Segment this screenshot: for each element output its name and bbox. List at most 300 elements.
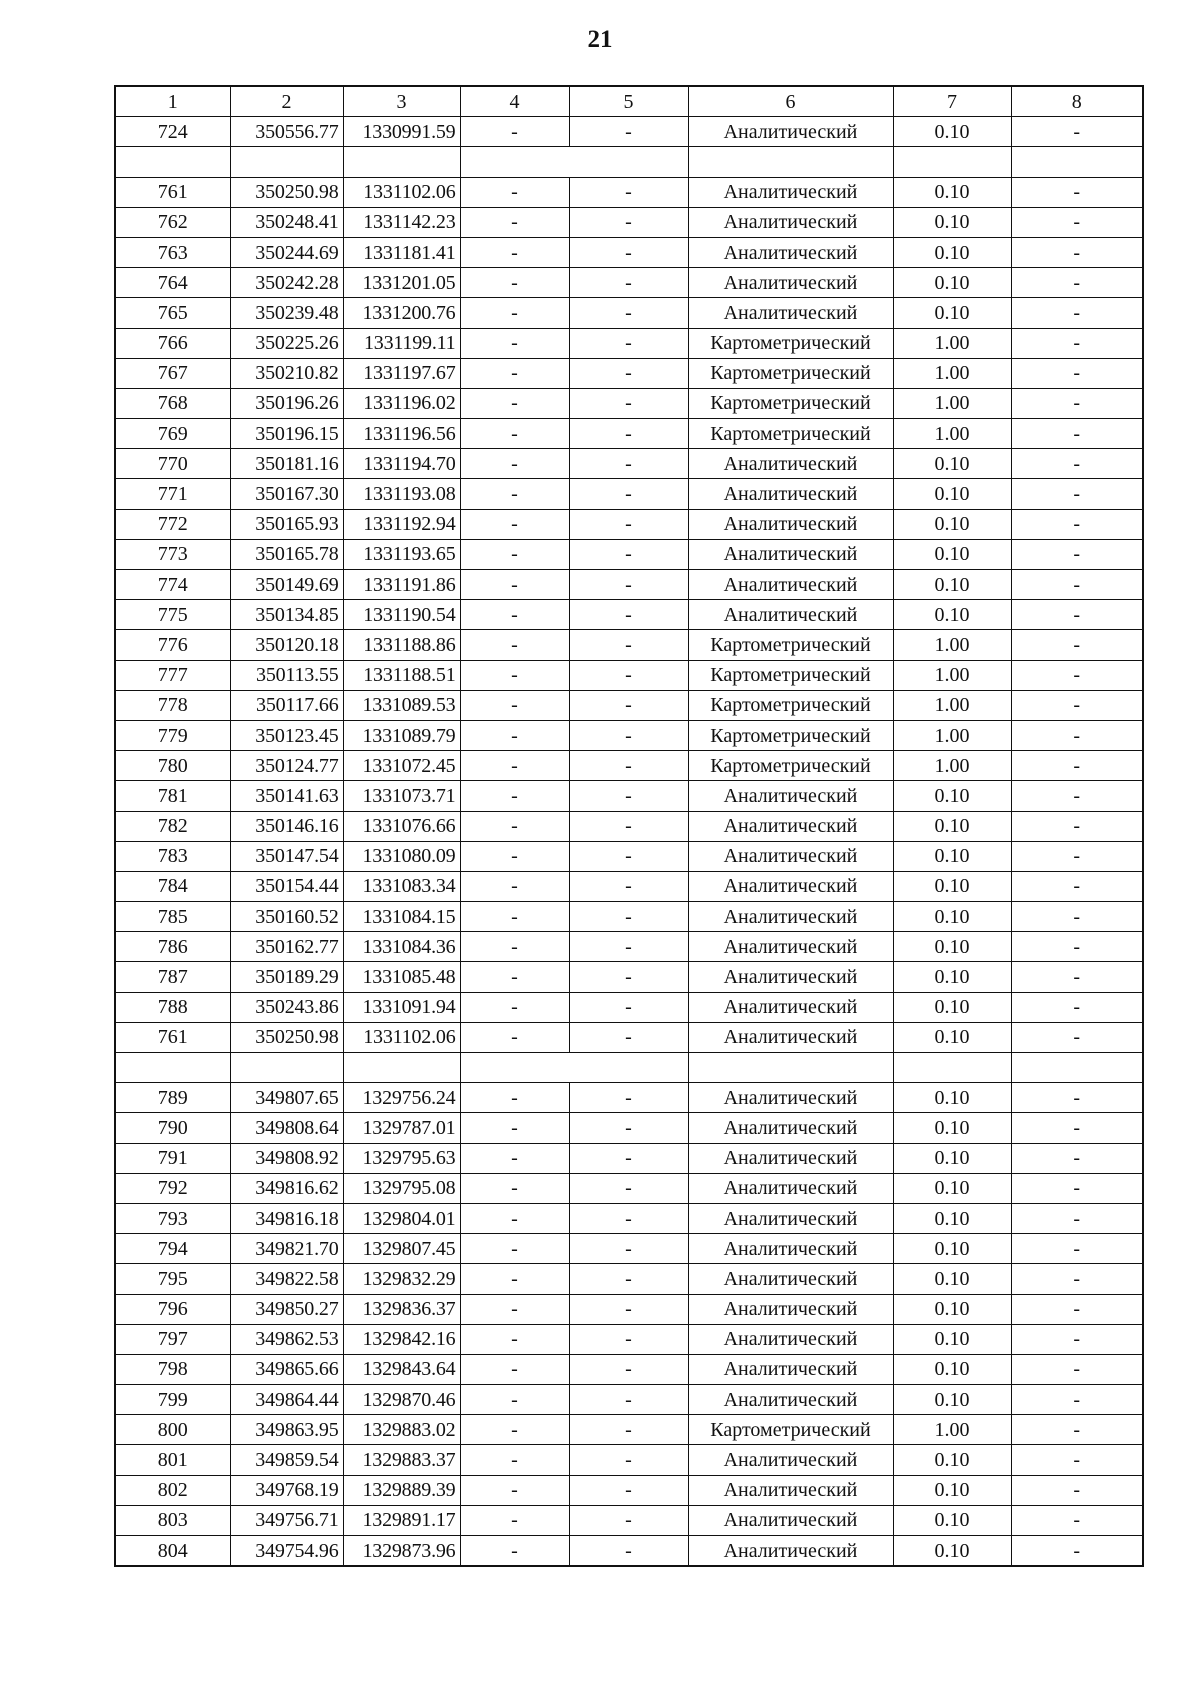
accuracy-cell: 0.10 — [893, 1354, 1011, 1384]
table-row — [115, 539, 1143, 569]
accuracy-cell: 1.00 — [893, 660, 1011, 690]
column-4-cell: - — [460, 237, 569, 267]
column-5-cell: - — [569, 358, 688, 388]
point-number-cell: 761 — [115, 1022, 230, 1052]
accuracy-cell: 1.00 — [893, 328, 1011, 358]
method-cell: Аналитический — [688, 871, 893, 901]
table-row — [115, 962, 1143, 992]
column-5-cell: - — [569, 781, 688, 811]
accuracy-cell: 0.10 — [893, 1294, 1011, 1324]
y-coordinate-cell: 1329832.29 — [343, 1264, 460, 1294]
point-number-cell: 788 — [115, 992, 230, 1022]
column-4-cell: - — [460, 1203, 569, 1233]
y-coordinate-cell: 1331089.53 — [343, 690, 460, 720]
table-row — [115, 630, 1143, 660]
method-cell: Картометрический — [688, 690, 893, 720]
column-5-cell: - — [569, 1354, 688, 1384]
accuracy-cell: 0.10 — [893, 932, 1011, 962]
point-number-cell: 789 — [115, 1083, 230, 1113]
point-number-cell: 765 — [115, 298, 230, 328]
table-row — [115, 449, 1143, 479]
x-coordinate-cell: 350154.44 — [230, 871, 343, 901]
y-coordinate-cell: 1331196.02 — [343, 388, 460, 418]
point-number-cell: 782 — [115, 811, 230, 841]
point-number-cell: 780 — [115, 751, 230, 781]
column-4-cell: - — [460, 690, 569, 720]
method-cell: Аналитический — [688, 1113, 893, 1143]
column-8-cell: - — [1011, 570, 1143, 600]
empty-cell — [688, 147, 893, 177]
y-coordinate-cell: 1329836.37 — [343, 1294, 460, 1324]
x-coordinate-cell: 349864.44 — [230, 1385, 343, 1415]
x-coordinate-cell: 350225.26 — [230, 328, 343, 358]
column-8-cell: - — [1011, 1113, 1143, 1143]
empty-cell — [1011, 1053, 1143, 1083]
accuracy-cell: 0.10 — [893, 207, 1011, 237]
empty-cell — [343, 1053, 460, 1083]
x-coordinate-cell: 350146.16 — [230, 811, 343, 841]
x-coordinate-cell: 350120.18 — [230, 630, 343, 660]
column-5-cell: - — [569, 600, 688, 630]
column-8-cell: - — [1011, 539, 1143, 569]
table-row — [115, 1264, 1143, 1294]
x-coordinate-cell: 350141.63 — [230, 781, 343, 811]
method-cell: Аналитический — [688, 992, 893, 1022]
column-8-cell: - — [1011, 1324, 1143, 1354]
point-number-cell: 793 — [115, 1203, 230, 1233]
column-4-cell: - — [460, 1264, 569, 1294]
y-coordinate-cell: 1329804.01 — [343, 1203, 460, 1233]
column-4-cell: - — [460, 932, 569, 962]
column-4-cell: - — [460, 841, 569, 871]
x-coordinate-cell: 350167.30 — [230, 479, 343, 509]
accuracy-cell: 0.10 — [893, 1445, 1011, 1475]
column-5-cell: - — [569, 660, 688, 690]
column-8-cell: - — [1011, 690, 1143, 720]
x-coordinate-cell: 350134.85 — [230, 600, 343, 630]
point-number-cell: 768 — [115, 388, 230, 418]
point-number-cell: 778 — [115, 690, 230, 720]
accuracy-cell: 0.10 — [893, 237, 1011, 267]
accuracy-cell: 0.10 — [893, 600, 1011, 630]
x-coordinate-cell: 349807.65 — [230, 1083, 343, 1113]
table-row — [115, 237, 1143, 267]
column-8-cell: - — [1011, 1264, 1143, 1294]
y-coordinate-cell: 1329891.17 — [343, 1505, 460, 1535]
method-cell: Аналитический — [688, 1445, 893, 1475]
method-cell: Аналитический — [688, 1354, 893, 1384]
accuracy-cell: 1.00 — [893, 690, 1011, 720]
column-5-cell: - — [569, 298, 688, 328]
column-5-cell: - — [569, 690, 688, 720]
table-row — [115, 570, 1143, 600]
x-coordinate-cell: 350250.98 — [230, 177, 343, 207]
accuracy-cell: 1.00 — [893, 751, 1011, 781]
table-row — [115, 1445, 1143, 1475]
accuracy-cell: 0.10 — [893, 268, 1011, 298]
column-4-cell: - — [460, 1475, 569, 1505]
column-4-cell: - — [460, 1385, 569, 1415]
point-number-cell: 770 — [115, 449, 230, 479]
column-4-cell: - — [460, 1505, 569, 1535]
column-8-cell: - — [1011, 509, 1143, 539]
table-row — [115, 690, 1143, 720]
point-number-cell: 779 — [115, 720, 230, 750]
column-8-cell: - — [1011, 751, 1143, 781]
y-coordinate-cell: 1331197.67 — [343, 358, 460, 388]
method-cell: Аналитический — [688, 509, 893, 539]
column-4-cell: - — [460, 1536, 569, 1567]
column-4-cell: - — [460, 630, 569, 660]
point-number-cell: 787 — [115, 962, 230, 992]
column-5-cell: - — [569, 871, 688, 901]
method-cell: Аналитический — [688, 1143, 893, 1173]
column-5-cell: - — [569, 1022, 688, 1052]
method-cell: Аналитический — [688, 298, 893, 328]
point-number-cell: 784 — [115, 871, 230, 901]
point-number-cell: 801 — [115, 1445, 230, 1475]
point-number-cell: 766 — [115, 328, 230, 358]
coordinates-table — [114, 85, 1144, 1567]
table-row — [115, 1022, 1143, 1052]
column-4-cell: - — [460, 871, 569, 901]
method-cell: Картометрический — [688, 358, 893, 388]
column-4-cell: - — [460, 1173, 569, 1203]
column-5-cell: - — [569, 902, 688, 932]
y-coordinate-cell: 1329843.64 — [343, 1354, 460, 1384]
column-8-cell: - — [1011, 600, 1143, 630]
table-separator-row — [115, 147, 1143, 177]
method-cell: Аналитический — [688, 1324, 893, 1354]
column-8-cell: - — [1011, 871, 1143, 901]
method-cell: Аналитический — [688, 781, 893, 811]
column-4-cell: - — [460, 1445, 569, 1475]
y-coordinate-cell: 1329883.02 — [343, 1415, 460, 1445]
y-coordinate-cell: 1331085.48 — [343, 962, 460, 992]
column-8-cell: - — [1011, 841, 1143, 871]
accuracy-cell: 0.10 — [893, 841, 1011, 871]
column-5-cell: - — [569, 479, 688, 509]
point-number-cell: 802 — [115, 1475, 230, 1505]
accuracy-cell: 0.10 — [893, 1203, 1011, 1233]
method-cell: Аналитический — [688, 1294, 893, 1324]
column-8-cell: - — [1011, 237, 1143, 267]
table-row — [115, 811, 1143, 841]
empty-cell — [343, 147, 460, 177]
column-5-cell: - — [569, 177, 688, 207]
table-row — [115, 117, 1143, 147]
method-cell: Аналитический — [688, 1385, 893, 1415]
y-coordinate-cell: 1331102.06 — [343, 1022, 460, 1052]
column-4-cell: - — [460, 419, 569, 449]
column-4-cell: - — [460, 1234, 569, 1264]
column-4-cell: - — [460, 1113, 569, 1143]
empty-cell — [569, 1053, 688, 1083]
column-5-cell: - — [569, 1264, 688, 1294]
column-5-cell: - — [569, 841, 688, 871]
y-coordinate-cell: 1329842.16 — [343, 1324, 460, 1354]
x-coordinate-cell: 350196.26 — [230, 388, 343, 418]
x-coordinate-cell: 350162.77 — [230, 932, 343, 962]
accuracy-cell: 0.10 — [893, 298, 1011, 328]
header-cell: 4 — [460, 86, 569, 117]
accuracy-cell: 0.10 — [893, 539, 1011, 569]
x-coordinate-cell: 350196.15 — [230, 419, 343, 449]
column-5-cell: - — [569, 1113, 688, 1143]
y-coordinate-cell: 1331102.06 — [343, 177, 460, 207]
method-cell: Аналитический — [688, 570, 893, 600]
column-5-cell: - — [569, 268, 688, 298]
point-number-cell: 769 — [115, 419, 230, 449]
method-cell: Аналитический — [688, 268, 893, 298]
column-4-cell: - — [460, 720, 569, 750]
column-4-cell: - — [460, 600, 569, 630]
point-number-cell: 798 — [115, 1354, 230, 1384]
method-cell: Аналитический — [688, 811, 893, 841]
column-8-cell: - — [1011, 1415, 1143, 1445]
y-coordinate-cell: 1331181.41 — [343, 237, 460, 267]
column-8-cell: - — [1011, 298, 1143, 328]
accuracy-cell: 0.10 — [893, 1536, 1011, 1567]
header-cell: 8 — [1011, 86, 1143, 117]
point-number-cell: 790 — [115, 1113, 230, 1143]
accuracy-cell: 0.10 — [893, 177, 1011, 207]
y-coordinate-cell: 1329807.45 — [343, 1234, 460, 1264]
column-4-cell: - — [460, 660, 569, 690]
y-coordinate-cell: 1331084.15 — [343, 902, 460, 932]
column-8-cell: - — [1011, 117, 1143, 147]
x-coordinate-cell: 350244.69 — [230, 237, 343, 267]
column-8-cell: - — [1011, 177, 1143, 207]
y-coordinate-cell: 1329756.24 — [343, 1083, 460, 1113]
column-4-cell: - — [460, 328, 569, 358]
accuracy-cell: 0.10 — [893, 1022, 1011, 1052]
column-4-cell: - — [460, 1143, 569, 1173]
table-row — [115, 1113, 1143, 1143]
header-cell: 5 — [569, 86, 688, 117]
method-cell: Аналитический — [688, 1505, 893, 1535]
y-coordinate-cell: 1329889.39 — [343, 1475, 460, 1505]
column-8-cell: - — [1011, 207, 1143, 237]
header-cell: 3 — [343, 86, 460, 117]
column-5-cell: - — [569, 962, 688, 992]
column-5-cell: - — [569, 539, 688, 569]
table-body — [115, 117, 1143, 1567]
method-cell: Аналитический — [688, 539, 893, 569]
x-coordinate-cell: 349821.70 — [230, 1234, 343, 1264]
column-8-cell: - — [1011, 1234, 1143, 1264]
column-8-cell: - — [1011, 660, 1143, 690]
column-8-cell: - — [1011, 268, 1143, 298]
column-4-cell: - — [460, 962, 569, 992]
method-cell: Аналитический — [688, 177, 893, 207]
table-row — [115, 509, 1143, 539]
accuracy-cell: 1.00 — [893, 358, 1011, 388]
method-cell: Аналитический — [688, 902, 893, 932]
column-5-cell: - — [569, 207, 688, 237]
x-coordinate-cell: 349816.18 — [230, 1203, 343, 1233]
y-coordinate-cell: 1331083.34 — [343, 871, 460, 901]
method-cell: Картометрический — [688, 328, 893, 358]
y-coordinate-cell: 1331188.86 — [343, 630, 460, 660]
empty-cell — [115, 1053, 230, 1083]
y-coordinate-cell: 1329870.46 — [343, 1385, 460, 1415]
column-8-cell: - — [1011, 781, 1143, 811]
method-cell: Аналитический — [688, 932, 893, 962]
method-cell: Картометрический — [688, 388, 893, 418]
x-coordinate-cell: 350113.55 — [230, 660, 343, 690]
column-5-cell: - — [569, 1324, 688, 1354]
column-8-cell: - — [1011, 358, 1143, 388]
column-4-cell: - — [460, 388, 569, 418]
x-coordinate-cell: 350160.52 — [230, 902, 343, 932]
point-number-cell: 724 — [115, 117, 230, 147]
point-number-cell: 777 — [115, 660, 230, 690]
table-row — [115, 720, 1143, 750]
empty-cell — [230, 1053, 343, 1083]
point-number-cell: 797 — [115, 1324, 230, 1354]
x-coordinate-cell: 350243.86 — [230, 992, 343, 1022]
accuracy-cell: 0.10 — [893, 1173, 1011, 1203]
accuracy-cell: 0.10 — [893, 1385, 1011, 1415]
accuracy-cell: 1.00 — [893, 1415, 1011, 1445]
column-8-cell: - — [1011, 1143, 1143, 1173]
column-5-cell: - — [569, 751, 688, 781]
table-row — [115, 1415, 1143, 1445]
column-8-cell: - — [1011, 1083, 1143, 1113]
column-5-cell: - — [569, 509, 688, 539]
column-4-cell: - — [460, 268, 569, 298]
x-coordinate-cell: 350165.93 — [230, 509, 343, 539]
accuracy-cell: 1.00 — [893, 388, 1011, 418]
table-header-row — [115, 86, 1143, 117]
point-number-cell: 796 — [115, 1294, 230, 1324]
column-8-cell: - — [1011, 811, 1143, 841]
empty-cell — [1011, 147, 1143, 177]
point-number-cell: 775 — [115, 600, 230, 630]
x-coordinate-cell: 349862.53 — [230, 1324, 343, 1354]
column-8-cell: - — [1011, 992, 1143, 1022]
table-row — [115, 1354, 1143, 1384]
accuracy-cell: 0.10 — [893, 1113, 1011, 1143]
table-row — [115, 1385, 1143, 1415]
accuracy-cell: 0.10 — [893, 1143, 1011, 1173]
x-coordinate-cell: 350210.82 — [230, 358, 343, 388]
x-coordinate-cell: 349859.54 — [230, 1445, 343, 1475]
point-number-cell: 773 — [115, 539, 230, 569]
point-number-cell: 786 — [115, 932, 230, 962]
column-5-cell: - — [569, 1475, 688, 1505]
point-number-cell: 781 — [115, 781, 230, 811]
x-coordinate-cell: 350189.29 — [230, 962, 343, 992]
table-row — [115, 600, 1143, 630]
table-row — [115, 177, 1143, 207]
method-cell: Аналитический — [688, 1475, 893, 1505]
y-coordinate-cell: 1331089.79 — [343, 720, 460, 750]
point-number-cell: 783 — [115, 841, 230, 871]
column-5-cell: - — [569, 1505, 688, 1535]
x-coordinate-cell: 350239.48 — [230, 298, 343, 328]
table-row — [115, 479, 1143, 509]
accuracy-cell: 0.10 — [893, 1505, 1011, 1535]
y-coordinate-cell: 1331194.70 — [343, 449, 460, 479]
accuracy-cell: 1.00 — [893, 630, 1011, 660]
x-coordinate-cell: 350181.16 — [230, 449, 343, 479]
column-4-cell: - — [460, 449, 569, 479]
table-row — [115, 932, 1143, 962]
column-5-cell: - — [569, 630, 688, 660]
column-4-cell: - — [460, 1324, 569, 1354]
y-coordinate-cell: 1331073.71 — [343, 781, 460, 811]
empty-cell — [460, 147, 569, 177]
x-coordinate-cell: 350556.77 — [230, 117, 343, 147]
table-row — [115, 268, 1143, 298]
table-row — [115, 781, 1143, 811]
point-number-cell: 785 — [115, 902, 230, 932]
accuracy-cell: 0.10 — [893, 449, 1011, 479]
empty-cell — [115, 147, 230, 177]
x-coordinate-cell: 349808.92 — [230, 1143, 343, 1173]
accuracy-cell: 1.00 — [893, 419, 1011, 449]
method-cell: Аналитический — [688, 841, 893, 871]
table-row — [115, 1083, 1143, 1113]
accuracy-cell: 0.10 — [893, 509, 1011, 539]
column-5-cell: - — [569, 1234, 688, 1264]
column-8-cell: - — [1011, 1203, 1143, 1233]
column-8-cell: - — [1011, 1022, 1143, 1052]
column-8-cell: - — [1011, 1173, 1143, 1203]
method-cell: Аналитический — [688, 479, 893, 509]
y-coordinate-cell: 1331193.08 — [343, 479, 460, 509]
column-4-cell: - — [460, 117, 569, 147]
accuracy-cell: 0.10 — [893, 992, 1011, 1022]
column-8-cell: - — [1011, 449, 1143, 479]
column-4-cell: - — [460, 1083, 569, 1113]
y-coordinate-cell: 1331199.11 — [343, 328, 460, 358]
column-4-cell: - — [460, 902, 569, 932]
column-4-cell: - — [460, 358, 569, 388]
method-cell: Аналитический — [688, 449, 893, 479]
table-row — [115, 841, 1143, 871]
column-5-cell: - — [569, 419, 688, 449]
method-cell: Аналитический — [688, 1234, 893, 1264]
column-4-cell: - — [460, 992, 569, 1022]
x-coordinate-cell: 350250.98 — [230, 1022, 343, 1052]
column-5-cell: - — [569, 1415, 688, 1445]
method-cell: Аналитический — [688, 1083, 893, 1113]
empty-cell — [460, 1053, 569, 1083]
y-coordinate-cell: 1331072.45 — [343, 751, 460, 781]
column-5-cell: - — [569, 1536, 688, 1567]
point-number-cell: 764 — [115, 268, 230, 298]
y-coordinate-cell: 1329795.08 — [343, 1173, 460, 1203]
column-5-cell: - — [569, 811, 688, 841]
y-coordinate-cell: 1331193.65 — [343, 539, 460, 569]
point-number-cell: 767 — [115, 358, 230, 388]
table-row — [115, 1203, 1143, 1233]
page-number: 21 — [587, 26, 613, 53]
column-4-cell: - — [460, 1415, 569, 1445]
column-8-cell: - — [1011, 1505, 1143, 1535]
x-coordinate-cell: 349816.62 — [230, 1173, 343, 1203]
table-row — [115, 1143, 1143, 1173]
column-8-cell: - — [1011, 902, 1143, 932]
column-5-cell: - — [569, 449, 688, 479]
y-coordinate-cell: 1329787.01 — [343, 1113, 460, 1143]
accuracy-cell: 0.10 — [893, 811, 1011, 841]
table-row — [115, 1536, 1143, 1567]
column-8-cell: - — [1011, 720, 1143, 750]
